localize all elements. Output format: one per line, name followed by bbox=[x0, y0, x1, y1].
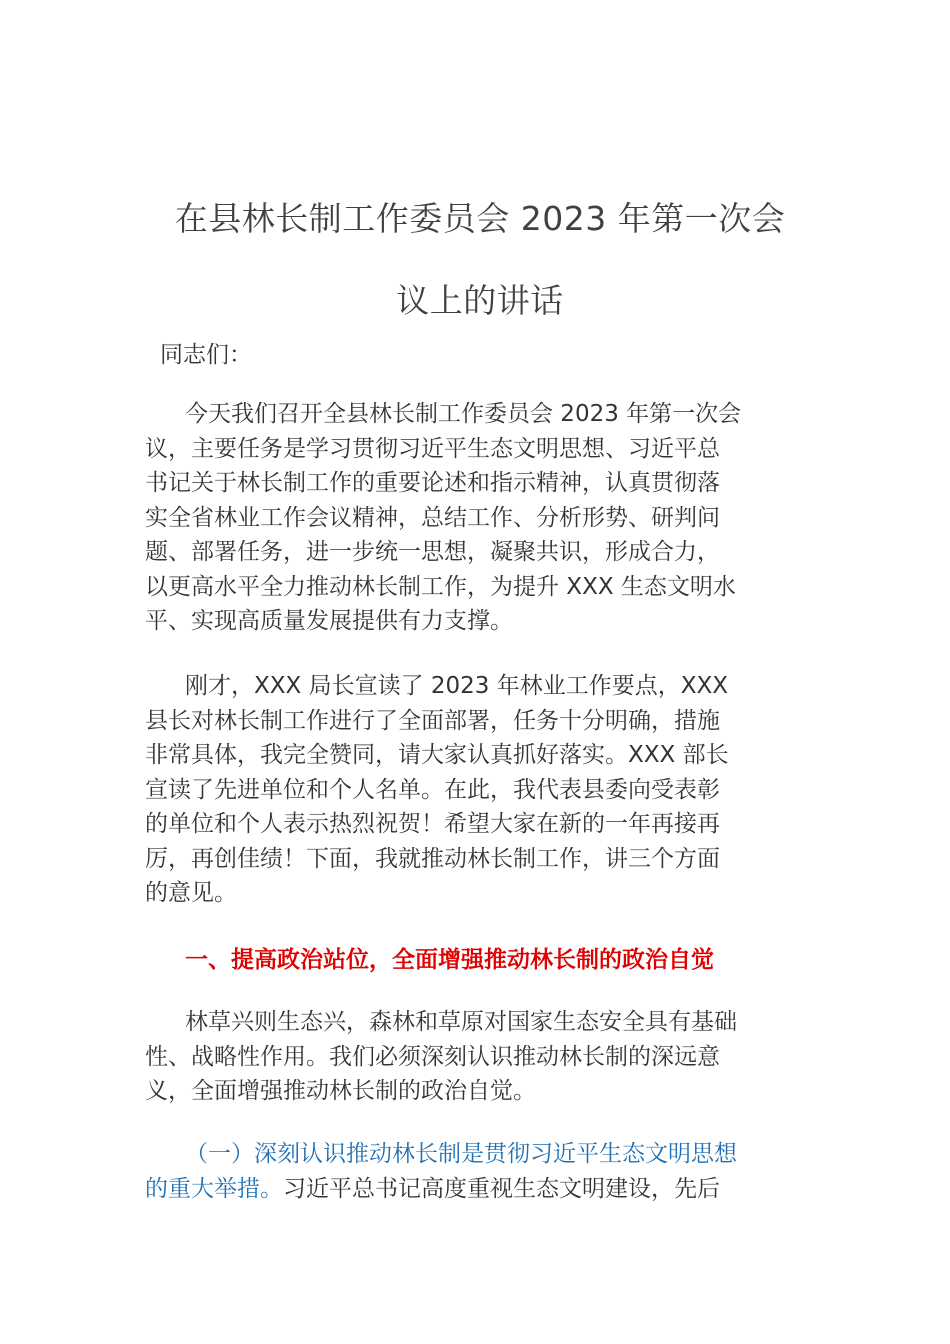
paragraph-line: 厉，再创佳绩！下面，我就推动林长制工作，讲三个方面 bbox=[145, 845, 720, 872]
paragraph-1 bbox=[145, 397, 805, 639]
paragraph-line: 性、战略性作用。我们必须深刻认识推动林长制的深远意 bbox=[145, 1043, 720, 1070]
paragraph-line: 议，主要任务是学习贯彻习近平生态文明思想、习近平总 bbox=[145, 435, 720, 462]
paragraph-4 bbox=[145, 1137, 805, 1206]
paragraph-line: 实全省林业工作会议精神，总结工作、分析形势、研判问 bbox=[145, 504, 720, 531]
paragraph-line: 平、实现高质量发展提供有力支撑。 bbox=[145, 608, 513, 634]
paragraph-3 bbox=[145, 1005, 805, 1109]
title-line-2: 议上的讲话 bbox=[396, 281, 564, 320]
paragraph-line: 的意见。 bbox=[145, 880, 237, 906]
document-title bbox=[150, 178, 810, 342]
paragraph-line: 以更高水平全力推动林长制工作，为提升 XXX 生态文明水 bbox=[145, 573, 736, 600]
subheading-line: （一）深刻认识推动林长制是贯彻习近平生态文明思想 bbox=[185, 1141, 737, 1167]
paragraph-line: 书记关于林长制工作的重要论述和指示精神，认真贯彻落 bbox=[145, 470, 720, 496]
paragraph-line: 林草兴则生态兴，森林和草原对国家生态安全具有基础 bbox=[185, 1009, 737, 1035]
paragraph-line: 非常具体，我完全赞同，请大家认真抓好落实。XXX 部长 bbox=[145, 742, 729, 768]
section-heading-1: 一、提高政治站位，全面增强推动林长制的政治自觉 bbox=[185, 947, 714, 973]
salutation: 同志们： bbox=[160, 342, 252, 368]
paragraph-line: 宣读了先进单位和个人名单。在此，我代表县委向受表彰 bbox=[145, 776, 720, 803]
subheading-tail: 的重大举措。 bbox=[145, 1175, 283, 1202]
paragraph-line: 县长对林长制工作进行了全面部署，任务十分明确，措施 bbox=[145, 707, 720, 734]
title-line-1: 在县林长制工作委员会 2023 年第一次会 bbox=[174, 199, 786, 238]
paragraph-line: 的单位和个人表示热烈祝贺！希望大家在新的一年再接再 bbox=[145, 811, 720, 837]
paragraph-line: 刚才，XXX 局长宣读了 2023 年林业工作要点，XXX bbox=[185, 673, 729, 699]
paragraph-line bbox=[145, 1172, 805, 1207]
paragraph-line: 题、部署任务，进一步统一思想，凝聚共识，形成合力， bbox=[145, 539, 720, 565]
paragraph-line: 今天我们召开全县林长制工作委员会 2023 年第一次会 bbox=[185, 401, 742, 427]
paragraph-text: 习近平总书记高度重视生态文明建设，先后 bbox=[283, 1175, 720, 1202]
paragraph-line: 义，全面增强推动林长制的政治自觉。 bbox=[145, 1078, 536, 1104]
paragraph-2 bbox=[145, 669, 805, 911]
